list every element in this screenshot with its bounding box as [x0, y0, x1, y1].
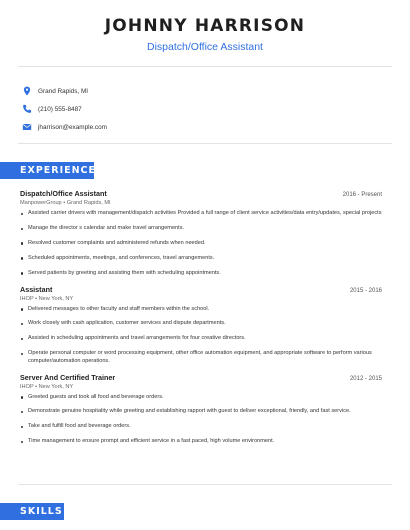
job-company: ManpowerGroup • Grand Rapids, MI [20, 200, 111, 206]
job-entry [20, 189, 382, 277]
job-company: IHOP • New York, NY [20, 383, 74, 390]
experience-list [20, 189, 382, 453]
job-bullets [20, 306, 382, 366]
skills-section-header [0, 503, 64, 520]
bullet-item: Assisted carrier drivers with management/dispatch activities Provided a full range of client service activities/data entry/updates, special projects [20, 210, 382, 217]
contact-phone [22, 100, 107, 118]
phone-icon [22, 104, 32, 114]
job-company: IHOP • New York, NY [20, 295, 74, 302]
job-dates: 2015 - 2016 [349, 287, 382, 294]
bullet-item: Delivered messages to other faculty and staff members within the school. [20, 306, 382, 313]
job-title: Dispatch/Office Assistant [20, 189, 107, 198]
job-entry [20, 373, 382, 446]
contact-location-text: Grand Rapids, MI [38, 87, 89, 95]
contact-email-text: jharrison@example.com [38, 123, 107, 131]
job-dates: 2012 - 2015 [349, 375, 382, 382]
bullet-item: Demonstrate genuine hospitality while greeting and establishing rapport with guest to deliver exceptional, friendly, and fast service. [20, 408, 382, 415]
bullet-item: Served patients by greeting and assisting them with scheduling appointments. [20, 270, 382, 277]
skills-divider [18, 484, 392, 485]
experience-section-header [0, 162, 97, 179]
bullet-item: Manage the director s calendar and make travel arrangements. [20, 225, 382, 232]
location-pin-icon [22, 86, 32, 96]
job-dates: 2016 - Present [342, 192, 382, 198]
contact-divider [18, 143, 392, 144]
bullet-item: Resolved customer complaints and administered refunds when needed. [20, 240, 382, 247]
candidate-role: Dispatch/Office Assistant [147, 41, 263, 53]
candidate-name: JOHNNY HARRISON [104, 16, 306, 36]
bullet-item: Work closely with cash application, customer services and dispute departments. [20, 320, 382, 327]
job-entry [20, 285, 382, 366]
skills-section-title: SKILLS [20, 506, 63, 517]
bullet-item: Time management to ensure prompt and efficient service in a fast paced, high volume environment. [20, 438, 382, 445]
mail-icon [22, 122, 32, 132]
contact-list [22, 82, 107, 136]
job-bullets [20, 210, 382, 277]
job-bullets [20, 394, 382, 446]
job-title: Assistant [20, 284, 53, 294]
bullet-item: Greeted guests and took all food and beverage orders. [20, 394, 382, 401]
experience-section-title: EXPERIENCE [20, 165, 97, 176]
resume-header [0, 16, 410, 53]
contact-phone-text: (210) 555-8487 [38, 105, 82, 113]
contact-email [22, 118, 107, 136]
bullet-item: Take and fulfill food and beverage orders. [20, 423, 382, 430]
contact-location [22, 82, 107, 100]
job-title: Server And Certified Trainer [20, 372, 116, 382]
bullet-item: Operate personal computer or word processing equipment, other office automation equipment, and appropriate software to perform various computer/automation operations. [20, 350, 382, 365]
bullet-item: Assisted in scheduling appointments and travel arrangements for four creative directors. [20, 335, 382, 342]
header-divider [18, 66, 392, 67]
bullet-item: Scheduled appointments, meetings, and conferences, travel arrangements. [20, 255, 382, 262]
